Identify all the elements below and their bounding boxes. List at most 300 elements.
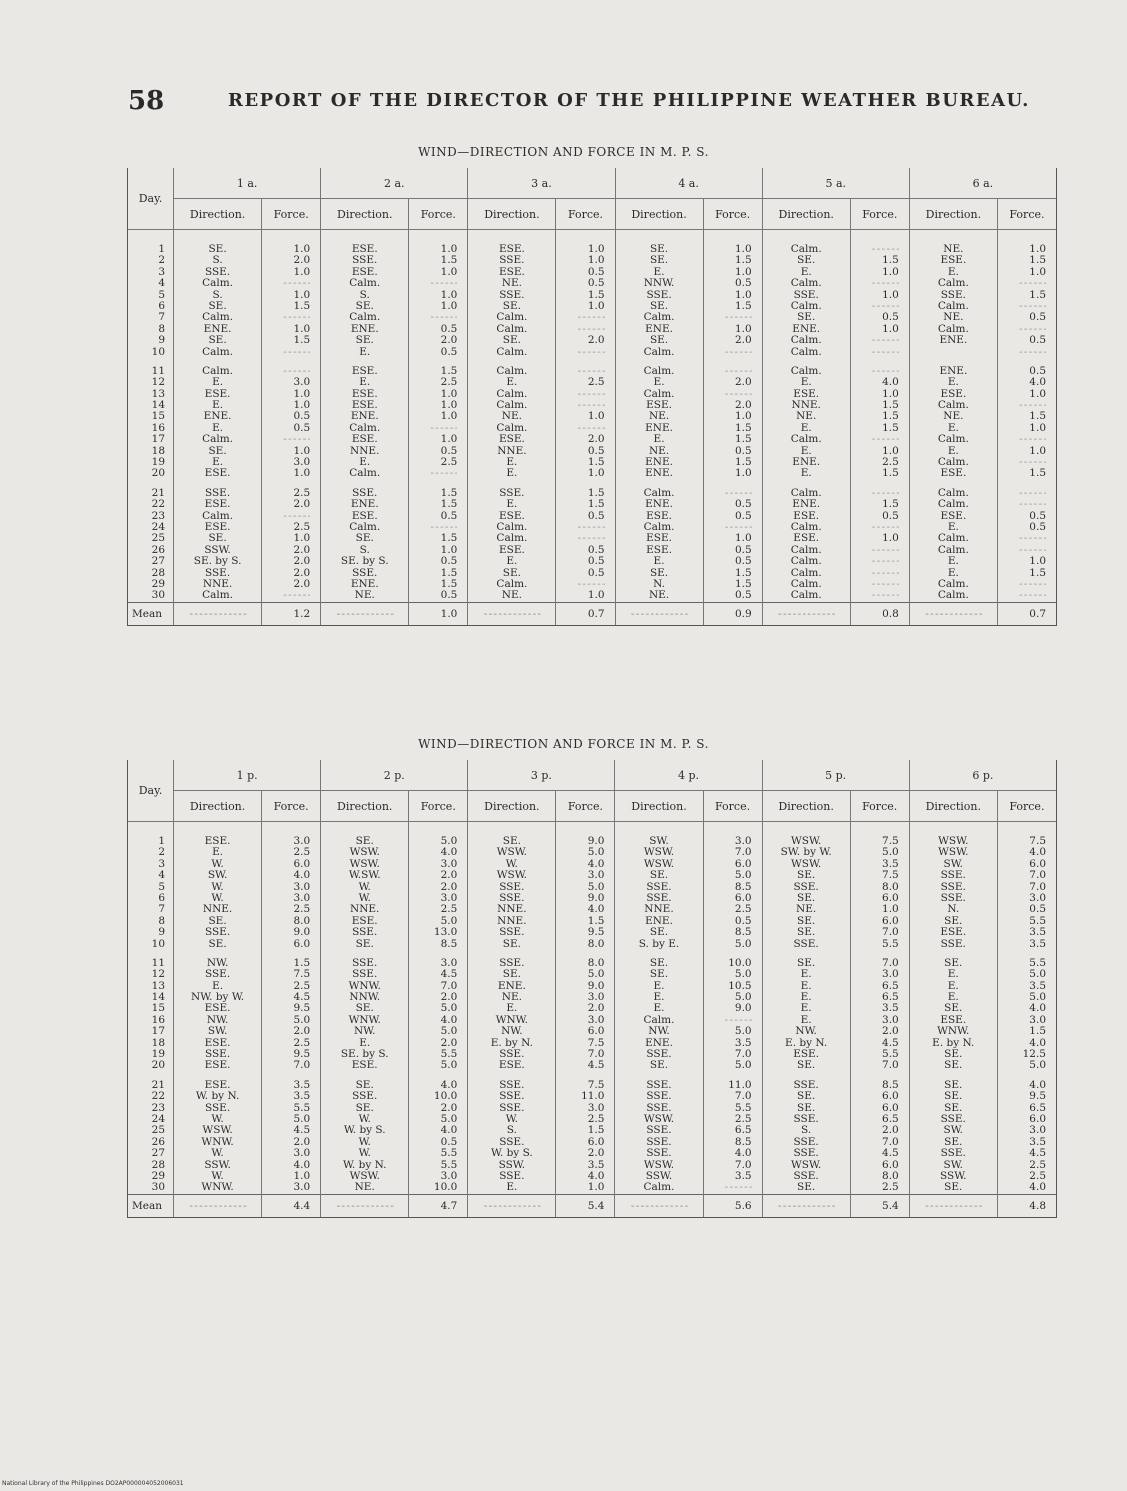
force-cell: 0.5 xyxy=(1029,510,1046,522)
direction-cell: ESE. xyxy=(940,388,967,400)
force-cell: 4.0 xyxy=(293,1159,311,1171)
direction-cell: Calm. xyxy=(643,312,675,324)
force-cell: 1.0 xyxy=(440,411,458,423)
force-cell: 2.5 xyxy=(587,1113,605,1125)
direction-cell: SSE. xyxy=(646,881,672,893)
direction-cell: ESE. xyxy=(646,544,672,556)
force-cell: - - - - - - xyxy=(1019,487,1046,499)
day-number: 28 xyxy=(151,567,166,579)
direction-cell: E. xyxy=(947,980,959,992)
force-cell: 2.0 xyxy=(587,1148,605,1160)
force-cell: 1.5 xyxy=(440,365,458,377)
direction-cell: Calm. xyxy=(937,300,969,312)
direction-cell: SE. xyxy=(944,1049,963,1061)
force-cell: 7.0 xyxy=(734,1091,752,1103)
force-cell: 1.5 xyxy=(587,457,605,469)
direction-cell: E. xyxy=(506,457,518,469)
force-cell: 5.5 xyxy=(1029,957,1046,969)
force-cell: 6.5 xyxy=(882,980,899,992)
day-number: 25 xyxy=(151,533,166,545)
force-cell: 4.0 xyxy=(587,1170,605,1182)
direction-cell: WNW. xyxy=(937,1026,970,1038)
direction-cell: ENE. xyxy=(497,980,526,992)
mean-dash: - - - - - - - - - - - - xyxy=(174,1194,262,1217)
direction-cell: E. xyxy=(653,377,665,389)
direction-cell: NNE. xyxy=(791,400,821,412)
day-number: 29 xyxy=(151,578,166,590)
force-cell: 1.5 xyxy=(734,434,752,446)
direction-cell: ESE. xyxy=(204,468,231,480)
direction-cell: ESE. xyxy=(351,266,378,278)
direction-cell: NE. xyxy=(943,244,964,255)
force-cell: - - - - - - xyxy=(577,422,605,434)
mean-dash: - - - - - - - - - - - - xyxy=(762,602,850,625)
day-number: 14 xyxy=(151,992,166,1004)
direction-cell: SE. xyxy=(208,335,227,347)
force-cell: 5.0 xyxy=(440,1113,458,1125)
direction-cell: ESE. xyxy=(498,434,525,446)
direction-cell: W. xyxy=(358,1148,371,1160)
direction-cell: WSW. xyxy=(349,847,380,859)
force-cell: 0.5 xyxy=(587,278,605,290)
day-number: 26 xyxy=(151,1136,166,1148)
direction-cell: E. xyxy=(653,992,665,1004)
direction-cell: NNE. xyxy=(497,915,527,927)
force-cell: 0.5 xyxy=(440,445,458,457)
direction-cell: Calm. xyxy=(790,487,822,499)
direction-column xyxy=(762,230,850,603)
force-cell: - - - - - - xyxy=(1019,457,1046,469)
direction-cell: SSE. xyxy=(352,567,378,579)
direction-cell: ENE. xyxy=(939,365,968,377)
mean-value: 0.7 xyxy=(556,602,615,625)
direction-header: Direction. xyxy=(909,199,997,230)
direction-cell: SE. xyxy=(355,836,374,847)
direction-column xyxy=(321,822,409,1195)
force-cell: 1.0 xyxy=(882,323,899,335)
direction-column xyxy=(762,822,850,1195)
direction-cell: E. xyxy=(506,1182,518,1194)
day-number: 1 xyxy=(158,836,166,847)
force-cell: 1.0 xyxy=(1029,556,1046,568)
direction-cell: ESE. xyxy=(204,521,231,533)
force-cell: 2.0 xyxy=(293,556,311,568)
day-column xyxy=(128,230,174,603)
force-cell: 8.5 xyxy=(882,1079,899,1091)
force-cell: 0.5 xyxy=(587,266,605,278)
direction-cell: E. xyxy=(212,422,224,434)
direction-cell: SE. xyxy=(797,915,816,927)
direction-cell: SE. xyxy=(797,1182,816,1194)
force-cell: 1.0 xyxy=(440,266,458,278)
direction-cell: WNW. xyxy=(495,1014,528,1026)
direction-cell: WSW. xyxy=(202,1125,233,1137)
direction-cell: SE. xyxy=(797,312,816,324)
direction-cell: SSE. xyxy=(499,487,525,499)
direction-cell: Calm. xyxy=(937,578,969,590)
force-cell: 5.0 xyxy=(734,1060,752,1072)
direction-header: Direction. xyxy=(762,199,850,230)
force-cell: 5.5 xyxy=(440,1049,458,1061)
day-number: 23 xyxy=(151,1102,166,1114)
force-column xyxy=(262,230,321,603)
force-cell: - - - - - - xyxy=(577,400,605,412)
direction-cell: ESE. xyxy=(351,400,378,412)
force-cell: 0.5 xyxy=(440,323,458,335)
direction-cell: SSW. xyxy=(204,1159,231,1171)
force-cell: 5.0 xyxy=(734,938,752,950)
force-cell: 3.0 xyxy=(587,1102,605,1114)
force-cell: 9.0 xyxy=(587,836,605,847)
direction-header: Direction. xyxy=(174,199,262,230)
direction-cell: SW. xyxy=(943,1125,964,1137)
force-cell: - - - - - - xyxy=(430,468,458,480)
direction-cell: WSW. xyxy=(938,836,969,847)
direction-cell: E. xyxy=(506,1003,518,1015)
direction-cell: Calm. xyxy=(202,312,234,324)
direction-cell: S. xyxy=(359,289,370,301)
direction-cell: Calm. xyxy=(790,300,822,312)
force-header: Force. xyxy=(997,791,1056,822)
hour-header: 4 p. xyxy=(615,760,762,791)
direction-cell: NNE. xyxy=(497,445,527,457)
force-cell: 1.0 xyxy=(293,445,311,457)
direction-cell: SE. xyxy=(355,1003,374,1015)
day-header: Day. xyxy=(128,760,174,822)
direction-cell: E. xyxy=(947,567,959,579)
direction-cell: E. xyxy=(947,377,959,389)
mean-dash: - - - - - - - - - - - - xyxy=(468,602,556,625)
force-cell: 11.0 xyxy=(728,1079,752,1091)
day-number: 17 xyxy=(151,434,166,446)
mean-dash: - - - - - - - - - - - - xyxy=(321,1194,409,1217)
day-number: 4 xyxy=(158,278,166,290)
force-cell: 1.5 xyxy=(587,487,605,499)
force-cell: 2.0 xyxy=(440,870,458,882)
direction-cell: WSW. xyxy=(349,858,380,870)
direction-cell: Calm. xyxy=(790,346,822,358)
force-cell: 6.0 xyxy=(293,858,311,870)
direction-cell: SE. xyxy=(944,1136,963,1148)
force-cell: 0.5 xyxy=(587,567,605,579)
direction-cell: Calm. xyxy=(937,499,969,511)
force-cell: 1.0 xyxy=(882,904,899,916)
force-cell: 4.5 xyxy=(293,1125,311,1137)
force-cell: 1.0 xyxy=(734,289,752,301)
direction-cell: E. xyxy=(800,468,812,480)
direction-cell: E. xyxy=(506,556,518,568)
direction-cell: NNE. xyxy=(497,904,527,916)
force-cell: 2.0 xyxy=(440,1102,458,1114)
force-cell: 1.0 xyxy=(293,244,311,255)
force-cell: 0.5 xyxy=(734,510,752,522)
table2-caption: WIND—DIRECTION AND FORCE IN M. P. S. xyxy=(418,737,709,751)
mean-dash: - - - - - - - - - - - - xyxy=(909,602,997,625)
force-cell: 5.0 xyxy=(440,1060,458,1072)
force-cell: 1.0 xyxy=(587,411,605,423)
force-cell: - - - - - - xyxy=(1019,300,1046,312)
force-cell: 1.0 xyxy=(293,533,311,545)
direction-header: Direction. xyxy=(321,791,409,822)
force-cell: 1.0 xyxy=(1029,445,1046,457)
force-cell: 6.0 xyxy=(293,938,311,950)
force-cell: 1.0 xyxy=(734,244,752,255)
force-cell: 2.0 xyxy=(882,1125,899,1137)
direction-cell: NE. xyxy=(501,992,522,1004)
direction-cell: ESE. xyxy=(351,1060,378,1072)
direction-cell: NE. xyxy=(648,590,670,602)
force-column xyxy=(703,822,762,1195)
force-cell: 7.5 xyxy=(587,1037,605,1049)
force-cell: 1.0 xyxy=(440,244,458,255)
force-cell: 1.5 xyxy=(882,499,899,511)
force-header: Force. xyxy=(556,791,615,822)
force-cell: 5.0 xyxy=(587,881,605,893)
force-cell: - - - - - - xyxy=(724,1014,752,1026)
force-column xyxy=(409,230,468,603)
direction-cell: SSE. xyxy=(499,1079,525,1091)
mean-dash: - - - - - - - - - - - - xyxy=(615,1194,703,1217)
force-cell: 1.5 xyxy=(293,300,311,312)
direction-cell: Calm. xyxy=(790,567,822,579)
direction-cell: NE. xyxy=(943,312,964,324)
direction-header: Direction. xyxy=(468,199,556,230)
direction-cell: W. xyxy=(358,892,371,904)
force-cell: 1.0 xyxy=(734,411,752,423)
direction-cell: ESE. xyxy=(793,510,820,522)
force-cell: 3.5 xyxy=(882,858,899,870)
force-cell: 1.0 xyxy=(293,289,311,301)
force-cell: 10.0 xyxy=(728,957,752,969)
direction-header: Direction. xyxy=(615,791,703,822)
direction-cell: ESE. xyxy=(351,434,378,446)
direction-cell: E. xyxy=(947,266,959,278)
direction-column xyxy=(909,822,997,1195)
force-cell: 0.5 xyxy=(734,544,752,556)
force-cell: 3.5 xyxy=(1029,980,1046,992)
force-cell: - - - - - - xyxy=(871,346,899,358)
force-cell: 1.0 xyxy=(882,445,899,457)
direction-cell: SSE. xyxy=(646,1079,672,1091)
force-cell: 4.0 xyxy=(1029,377,1046,389)
direction-cell: E. by N. xyxy=(932,1037,975,1049)
force-cell: 1.5 xyxy=(1029,1026,1046,1038)
direction-cell: SSE. xyxy=(793,289,819,301)
day-number: 9 xyxy=(158,335,166,347)
force-cell: - - - - - - xyxy=(871,335,899,347)
force-cell: 2.5 xyxy=(587,377,605,389)
hour-header: 1 p. xyxy=(174,760,321,791)
force-cell: 1.0 xyxy=(1029,244,1046,255)
direction-cell: NNE. xyxy=(202,578,233,590)
direction-cell: WNW. xyxy=(201,1136,234,1148)
force-cell: 2.5 xyxy=(1029,1159,1046,1171)
direction-cell: WSW. xyxy=(496,847,527,859)
direction-cell: SSE. xyxy=(646,892,672,904)
day-number: 30 xyxy=(151,590,166,602)
force-cell: 5.0 xyxy=(440,836,458,847)
force-cell: 5.5 xyxy=(440,1148,458,1160)
force-cell: 8.0 xyxy=(587,938,605,950)
direction-cell: W. xyxy=(211,858,224,870)
direction-cell: SE. xyxy=(944,1079,963,1091)
direction-cell: Calm. xyxy=(496,388,528,400)
force-cell: 1.0 xyxy=(734,323,752,335)
force-cell: - - - - - - xyxy=(724,521,752,533)
force-cell: 6.0 xyxy=(734,892,752,904)
force-cell: 2.0 xyxy=(293,578,311,590)
direction-cell: SW. xyxy=(943,1159,964,1171)
force-cell: 4.0 xyxy=(587,858,605,870)
force-cell: 0.5 xyxy=(293,411,311,423)
force-cell: - - - - - - xyxy=(577,521,605,533)
force-header: Force. xyxy=(703,199,762,230)
force-cell: 1.5 xyxy=(882,255,899,267)
direction-cell: SE. xyxy=(649,335,669,347)
force-cell: 3.0 xyxy=(440,892,458,904)
force-cell: 9.0 xyxy=(293,927,311,939)
force-cell: 1.0 xyxy=(734,266,752,278)
force-cell: - - - - - - xyxy=(1019,278,1046,290)
direction-cell: Calm. xyxy=(643,521,675,533)
force-cell: - - - - - - xyxy=(577,323,605,335)
direction-cell: NW. xyxy=(206,1014,229,1026)
force-cell: 4.5 xyxy=(440,969,458,981)
direction-cell: SSE. xyxy=(646,1102,672,1114)
force-cell: 1.0 xyxy=(882,388,899,400)
direction-cell: SSE. xyxy=(204,266,231,278)
direction-cell: ESE. xyxy=(204,836,231,847)
mean-value: 5.4 xyxy=(850,1194,909,1217)
direction-cell: SSE. xyxy=(499,892,525,904)
force-cell: 5.5 xyxy=(882,938,899,950)
direction-cell: NE. xyxy=(796,904,817,916)
direction-cell: E. xyxy=(947,521,959,533)
day-number: 5 xyxy=(158,881,166,893)
force-header: Force. xyxy=(997,199,1056,230)
direction-cell: SW. xyxy=(943,858,964,870)
force-cell: 0.5 xyxy=(734,915,752,927)
direction-cell: ENE. xyxy=(645,323,673,335)
direction-cell: Calm. xyxy=(790,578,822,590)
hour-header: 4 a. xyxy=(615,168,762,199)
direction-cell: E. xyxy=(212,377,224,389)
force-cell: 1.5 xyxy=(1029,411,1046,423)
direction-cell: ENE. xyxy=(792,323,821,335)
direction-cell: ESE. xyxy=(204,1037,231,1049)
force-cell: 0.5 xyxy=(734,445,752,457)
direction-cell: NW. xyxy=(501,1026,523,1038)
direction-cell: ESE. xyxy=(351,388,378,400)
direction-cell: Calm. xyxy=(496,422,528,434)
force-cell: 5.0 xyxy=(440,1003,458,1015)
day-number: 11 xyxy=(151,957,166,969)
table2-wind-pm xyxy=(127,760,1057,1218)
day-number: 1 xyxy=(158,244,166,255)
day-number: 6 xyxy=(158,892,166,904)
direction-cell: SE. xyxy=(797,255,816,267)
force-cell: 0.5 xyxy=(734,556,752,568)
force-cell: 7.0 xyxy=(440,980,458,992)
force-cell: 1.5 xyxy=(440,578,458,590)
force-cell: 4.5 xyxy=(882,1037,899,1049)
force-cell: 1.5 xyxy=(882,411,899,423)
force-header: Force. xyxy=(262,791,321,822)
force-cell: 2.5 xyxy=(882,1182,899,1194)
force-cell: 1.5 xyxy=(734,422,752,434)
force-cell: 0.5 xyxy=(440,510,458,522)
force-cell: 0.5 xyxy=(440,1136,458,1148)
direction-cell: NW. xyxy=(795,1026,817,1038)
direction-cell: S. by E. xyxy=(638,938,680,950)
direction-cell: SE. xyxy=(355,1079,374,1091)
direction-cell: W. xyxy=(358,1113,371,1125)
direction-cell: SSE. xyxy=(204,927,231,939)
direction-cell: ESE. xyxy=(351,244,378,255)
direction-cell: Calm. xyxy=(202,434,234,446)
force-cell: 2.0 xyxy=(734,335,752,347)
direction-cell: Calm. xyxy=(496,323,528,335)
force-cell: 1.5 xyxy=(734,255,752,267)
direction-cell: Calm. xyxy=(643,1182,675,1194)
force-cell: 8.5 xyxy=(734,1136,752,1148)
direction-cell: SE. xyxy=(649,927,669,939)
day-number: 6 xyxy=(158,300,166,312)
direction-cell: Calm. xyxy=(643,1014,675,1026)
direction-cell: SE. xyxy=(944,915,963,927)
day-number: 15 xyxy=(151,1003,166,1015)
force-cell: 3.0 xyxy=(1029,1014,1046,1026)
direction-cell: SSE. xyxy=(499,1091,525,1103)
mean-dash: - - - - - - - - - - - - xyxy=(468,1194,556,1217)
force-cell: - - - - - - xyxy=(724,388,752,400)
force-cell: 4.0 xyxy=(440,1014,458,1026)
direction-cell: SSE. xyxy=(204,567,231,579)
direction-cell: E. xyxy=(947,445,959,457)
force-cell: 5.0 xyxy=(734,1026,752,1038)
direction-cell: Calm. xyxy=(937,590,969,602)
direction-cell: Calm. xyxy=(202,510,234,522)
day-number: 20 xyxy=(151,468,166,480)
direction-cell: ENE. xyxy=(792,499,821,511)
direction-cell: NE. xyxy=(943,411,964,423)
direction-cell: Calm. xyxy=(790,278,822,290)
direction-cell: E. xyxy=(359,457,371,469)
force-cell: - - - - - - xyxy=(577,312,605,324)
mean-label: Mean xyxy=(128,602,174,625)
direction-cell: ENE. xyxy=(350,499,379,511)
force-header: Force. xyxy=(703,791,762,822)
force-cell: 3.0 xyxy=(293,1148,311,1160)
day-number: 10 xyxy=(151,938,166,950)
force-cell: 8.5 xyxy=(440,938,458,950)
force-cell: 2.5 xyxy=(440,377,458,389)
direction-cell: SE. xyxy=(208,244,227,255)
direction-cell: Calm. xyxy=(202,590,234,602)
direction-cell: ENE. xyxy=(792,457,821,469)
direction-cell: SE. xyxy=(208,533,227,545)
force-cell: - - - - - - xyxy=(577,533,605,545)
force-cell: 1.5 xyxy=(734,457,752,469)
direction-cell: SE. xyxy=(797,870,816,882)
force-cell: - - - - - - xyxy=(871,365,899,377)
force-cell: 5.0 xyxy=(440,915,458,927)
force-cell: 1.5 xyxy=(440,533,458,545)
direction-cell: Calm. xyxy=(790,365,822,377)
day-number: 23 xyxy=(151,510,166,522)
direction-cell: E. by N. xyxy=(490,1037,533,1049)
force-cell: 4.0 xyxy=(1029,1182,1046,1194)
